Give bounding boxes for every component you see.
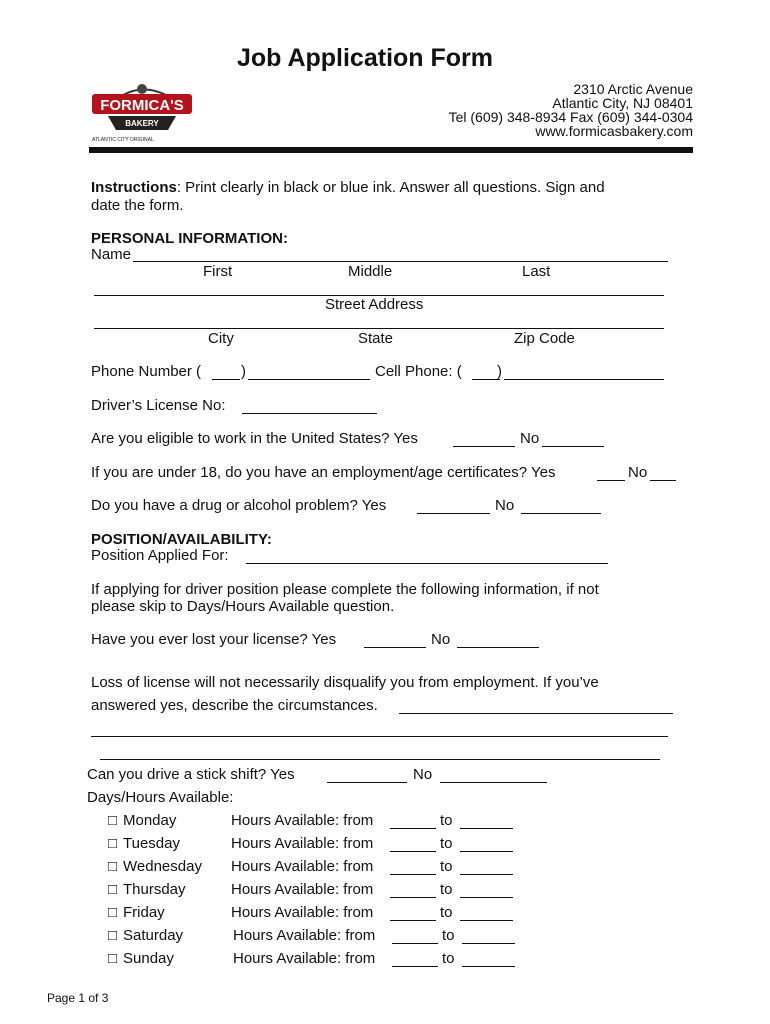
driver-info-line1: If applying for driver position please complete the following information, if not: [91, 581, 599, 598]
hours-to-label: to: [440, 812, 453, 829]
day-label: Monday: [123, 812, 177, 829]
cell-area-code-field[interactable]: [472, 379, 500, 380]
header-rule: [89, 147, 693, 153]
lost-license-yes-field[interactable]: [364, 647, 426, 648]
hours-from-label: Hours Available: from: [231, 904, 374, 921]
zip-label: Zip Code: [514, 330, 575, 347]
hours-to-field[interactable]: [462, 966, 515, 967]
under18-no-field[interactable]: [650, 480, 676, 481]
hours-to-field[interactable]: [460, 920, 513, 921]
hours-to-label: to: [440, 835, 453, 852]
under18-question: If you are under 18, do you have an employment/age certificates? Yes: [91, 464, 556, 481]
svg-text:FORMICA'S: FORMICA'S: [100, 97, 184, 114]
license-label: Driver’s License No:: [91, 397, 226, 414]
day-checkbox[interactable]: □: [108, 904, 118, 921]
day-checkbox[interactable]: □: [108, 858, 118, 875]
hours-from-field[interactable]: [392, 966, 438, 967]
hours-to-field[interactable]: [460, 851, 513, 852]
bakery-address: [449, 82, 693, 138]
day-label: Thursday: [123, 881, 186, 898]
phone-paren: ): [241, 363, 246, 380]
circumstances-field-2[interactable]: [91, 736, 668, 737]
lost-license-no-field[interactable]: [457, 647, 539, 648]
hours-to-label: to: [440, 904, 453, 921]
hours-to-label: to: [440, 881, 453, 898]
eligible-question: Are you eligible to work in the United States? Yes: [91, 430, 418, 447]
hours-to-label: to: [442, 950, 455, 967]
day-checkbox[interactable]: □: [108, 950, 118, 967]
svg-text:BAKERY: BAKERY: [125, 119, 159, 128]
circumstances-field-1[interactable]: [399, 713, 673, 714]
day-label: Saturday: [123, 927, 184, 944]
hours-from-label: Hours Available: from: [233, 927, 376, 944]
hours-from-label: Hours Available: from: [231, 835, 374, 852]
drug-no-label: No: [495, 497, 515, 514]
hours-from-label: Hours Available: from: [233, 950, 376, 967]
name-field[interactable]: [133, 261, 668, 262]
days-hours-label: Days/Hours Available:: [87, 789, 234, 806]
license-field[interactable]: [242, 413, 377, 414]
day-label: Tuesday: [123, 835, 180, 852]
cell-paren: ): [497, 363, 502, 380]
last-label: Last: [522, 263, 551, 280]
phone-number-field[interactable]: [248, 379, 370, 380]
stick-shift-no-field[interactable]: [440, 782, 547, 783]
eligible-no-label: No: [520, 430, 540, 447]
lost-license-no-label: No: [431, 631, 451, 648]
drug-yes-field[interactable]: [417, 513, 490, 514]
name-label: Name: [91, 246, 132, 263]
phone-label: Phone Number (: [91, 363, 202, 380]
form-title: Job Application Form: [236, 44, 494, 72]
position-applied-field[interactable]: [246, 563, 608, 564]
day-checkbox[interactable]: □: [108, 927, 118, 944]
loss-text-line2: answered yes, describe the circumstances.: [91, 697, 378, 714]
drug-question: Do you have a drug or alcohol problem? Yes: [91, 497, 387, 514]
day-checkbox[interactable]: □: [108, 881, 118, 898]
day-label: Friday: [123, 904, 165, 921]
day-checkbox[interactable]: □: [108, 835, 118, 852]
eligible-yes-field[interactable]: [453, 446, 515, 447]
phone-area-code-field[interactable]: [212, 379, 240, 380]
stick-shift-yes-field[interactable]: [327, 782, 407, 783]
hours-to-label: to: [442, 927, 455, 944]
hours-from-field[interactable]: [390, 897, 436, 898]
address-street: 2310 Arctic Avenue: [573, 81, 693, 97]
stick-shift-no-label: No: [413, 766, 433, 783]
hours-from-label: Hours Available: from: [231, 858, 374, 875]
city-state-zip-field[interactable]: [94, 328, 664, 329]
bakery-logo: [88, 80, 196, 144]
hours-from-field[interactable]: [390, 828, 436, 829]
address-phone: Tel (609) 348-8934 Fax (609) 344-0304: [448, 109, 693, 125]
state-label: State: [358, 330, 394, 347]
loss-text-line1: Loss of license will not necessarily disqualify you from employment. If you’ve: [91, 674, 599, 691]
hours-to-label: to: [440, 858, 453, 875]
hours-from-label: Hours Available: from: [231, 812, 374, 829]
hours-from-field[interactable]: [390, 851, 436, 852]
street-address-label: Street Address: [325, 296, 424, 313]
page-number: Page 1 of 3: [47, 991, 109, 1005]
eligible-no-field[interactable]: [542, 446, 604, 447]
personal-heading: PERSONAL INFORMATION:: [91, 230, 288, 247]
hours-to-field[interactable]: [460, 874, 513, 875]
hours-to-field[interactable]: [460, 897, 513, 898]
hours-to-field[interactable]: [460, 828, 513, 829]
day-label: Sunday: [123, 950, 174, 967]
drug-no-field[interactable]: [521, 513, 601, 514]
instructions: Instructions: Print clearly in black or blue ink. Answer all questions. Sign and: [91, 179, 605, 196]
hours-from-field[interactable]: [392, 943, 438, 944]
hours-to-field[interactable]: [462, 943, 515, 944]
address-web: www.formicasbakery.com: [535, 123, 693, 139]
first-label: First: [203, 263, 233, 280]
day-checkbox[interactable]: □: [108, 812, 118, 829]
hours-from-field[interactable]: [390, 920, 436, 921]
stick-shift-question: Can you drive a stick shift? Yes: [87, 766, 295, 783]
driver-info-line2: please skip to Days/Hours Available question.: [91, 598, 395, 615]
cell-number-field[interactable]: [504, 379, 664, 380]
position-applied-label: Position Applied For:: [91, 547, 229, 564]
instructions-line2: date the form.: [91, 197, 184, 214]
lost-license-question: Have you ever lost your license? Yes: [91, 631, 337, 648]
cell-label: Cell Phone: (: [375, 363, 462, 380]
hours-from-label: Hours Available: from: [231, 881, 374, 898]
svg-text:ATLANTIC CITY ORIGINAL: ATLANTIC CITY ORIGINAL: [92, 137, 154, 143]
city-label: City: [208, 330, 234, 347]
circumstances-field-3[interactable]: [100, 759, 660, 760]
day-label: Wednesday: [123, 858, 202, 875]
middle-label: Middle: [348, 263, 393, 280]
address-city: Atlantic City, NJ 08401: [552, 95, 693, 111]
hours-from-field[interactable]: [390, 874, 436, 875]
under18-no-label: No: [628, 464, 648, 481]
position-heading: POSITION/AVAILABILITY:: [91, 531, 272, 548]
under18-yes-field[interactable]: [597, 480, 625, 481]
